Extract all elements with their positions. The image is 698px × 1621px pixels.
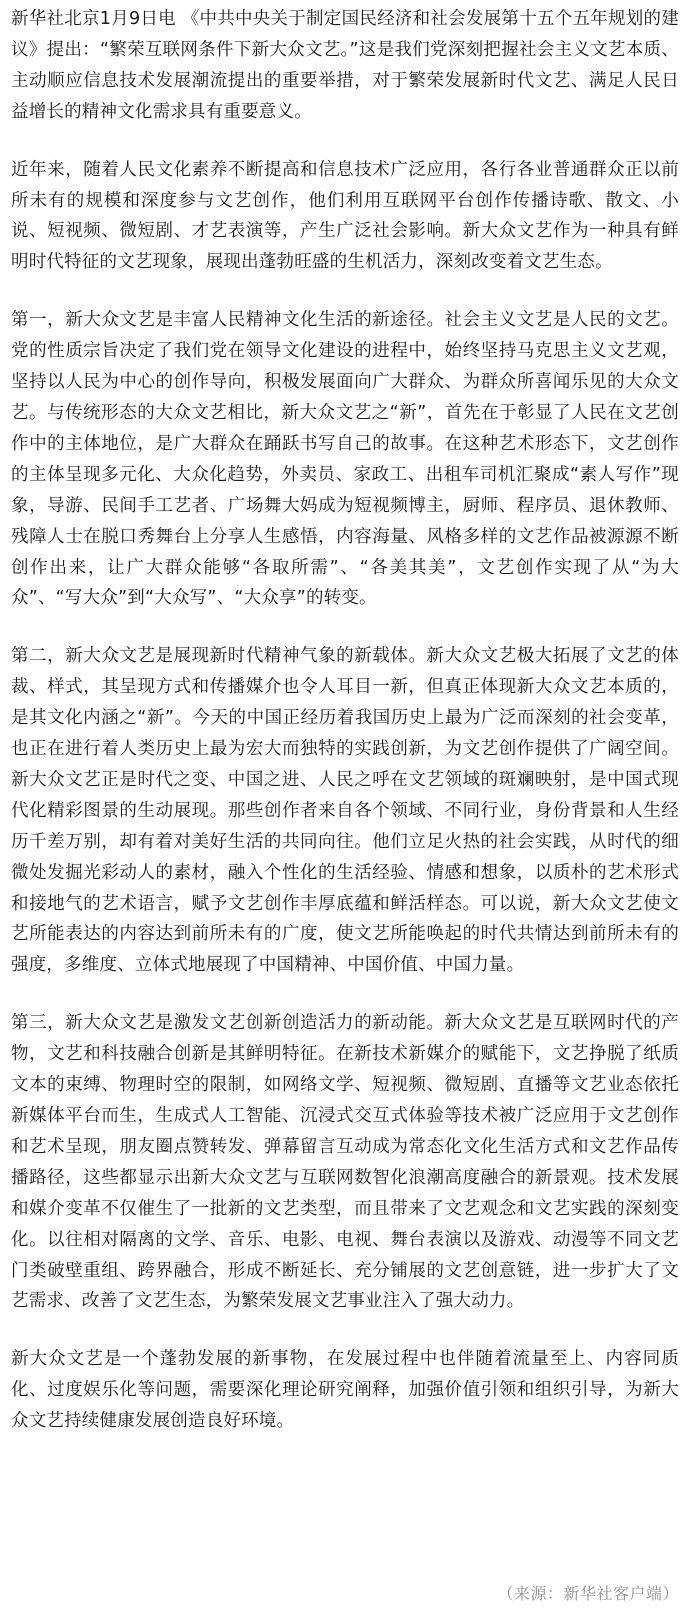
article-paragraph-4: 第二，新大众文艺是展现新时代精神气象的新载体。新大众文艺极大拓展了文艺的体裁、样式，其呈现方式和传播媒介也令人耳目一新，但真正体现新大众文艺本质的，是其文化内涵之“新”。今天的中国正经历着我国历史上最为广泛而深刻的社会变革，也正在进行着人类历史上最为宏大而独特的实践创新，为文艺创作提供了广阔空间。新大众文艺正是时代之变、中国之进、人民之呼在文艺领域的斑斓映射，是中国式现代化精彩图景的生动展现。那些创作者来自各个领域、不同行业，身份背景和人生经历千差万别，却有着对美好生活的共同向往。他们立足火热的社会实践，从时代的细微处发掘光彩动人的素材，融入个性化的生活经验、情感和想象，以质朴的艺术形式和接地气的艺术语言，赋予文艺创作丰厚底蕴和鲜活样态。可以说，新大众文艺使文艺所能表达的内容达到前所未有的广度，使文艺所能唤起的时代共情达到前所未有的强度，多维度、立体式地展现了中国精神、中国价值、中国力量。 <box>11 646 679 976</box>
article-paragraph-6: 新大众文艺是一个蓬勃发展的新事物，在发展过程中也伴随着流量至上、内容同质化、过度娱乐化等问题，需要深化理论研究阐释，加强价值引领和组织引导，为新大众文艺持续健康发展创造良好环境。 <box>11 1349 679 1432</box>
article-source: （来源：新华社客户端） <box>497 1584 679 1603</box>
article-paragraph-2: 近年来，随着人民文化素养不断提高和信息技术广泛应用，各行各业普通群众正以前所未有的规模和深度参与文艺创作，他们利用互联网平台创作传播诗歌、散文、小说、短视频、微短剧、才艺表演等，产生广泛社会影响。新大众文艺作为一种具有鲜明时代特征的文艺现象，展现出蓬勃旺盛的生机活力，深刻改变着文艺生态。 <box>11 159 679 273</box>
article-paragraph-5: 第三，新大众文艺是激发文艺创新创造活力的新动能。新大众文艺是互联网时代的产物，文艺和科技融合创新是其鲜明特征。在新技术新媒介的赋能下，文艺挣脱了纸质文本的束缚、物理时空的限制，如网络文学、短视频、微短剧、直播等文艺业态依托新媒体平台而生，生成式人工智能、沉浸式交互式体验等技术被广泛应用于文艺创作和艺术呈现，朋友圈点赞转发、弹幕留言互动成为常态化文化生活方式和文艺作品传播路径，这些都显示出新大众文艺与互联网数智化浪潮高度融合的新景观。技术发展和媒介变革不仅催生了一批新的文艺类型，而且带来了文艺观念和文艺实践的深刻变化。以往相对隔离的文学、音乐、电影、电视、舞台表演以及游戏、动漫等不同文艺门类破壁重组、跨界融合，形成不断延长、充分铺展的文艺创意链，进一步扩大了文艺需求、改善了文艺生态，为繁荣发展文艺事业注入了强大动力。 <box>11 1013 679 1312</box>
article-paragraph-1: 新华社北京1月9日电 《中共中央关于制定国民经济和社会发展第十五个五年规划的建议》提出：“繁荣互联网条件下新大众文艺。”这是我们党深刻把握社会主义文艺本质、主动顺应信息技术发展潮流提出的重要举措，对于繁荣发展新时代文艺、满足人民日益增长的精神文化需求具有重要意义。 <box>11 9 679 122</box>
article-body <box>11 4 679 1464</box>
article-paragraph-3: 第一，新大众文艺是丰富人民精神文化生活的新途径。社会主义文艺是人民的文艺。党的性质宗旨决定了我们党在领导文化建设的进程中，始终坚持马克思主义文艺观，坚持以人民为中心的创作导向，积极发展面向广大群众、为群众所喜闻乐见的大众文艺。与传统形态的大众文艺相比，新大众文艺之“新”，首先在于彰显了人民在文艺创作中的主体地位，是广大群众在踊跃书写自己的故事。在这种艺术形态下，文艺创作的主体呈现多元化、大众化趋势，外卖员、家政工、出租车司机汇聚成“素人写作”现象，导游、民间手工艺者、广场舞大妈成为短视频博主，厨师、程序员、退休教师、残障人士在脱口秀舞台上分享人生感悟，内容海量、风格多样的文艺作品被源源不断创作出来，让广大群众能够“各取所需”、“各美其美”，文艺创作实现了从“为大众”、“写大众”到“大众写”、“大众享”的转变。 <box>11 310 679 609</box>
